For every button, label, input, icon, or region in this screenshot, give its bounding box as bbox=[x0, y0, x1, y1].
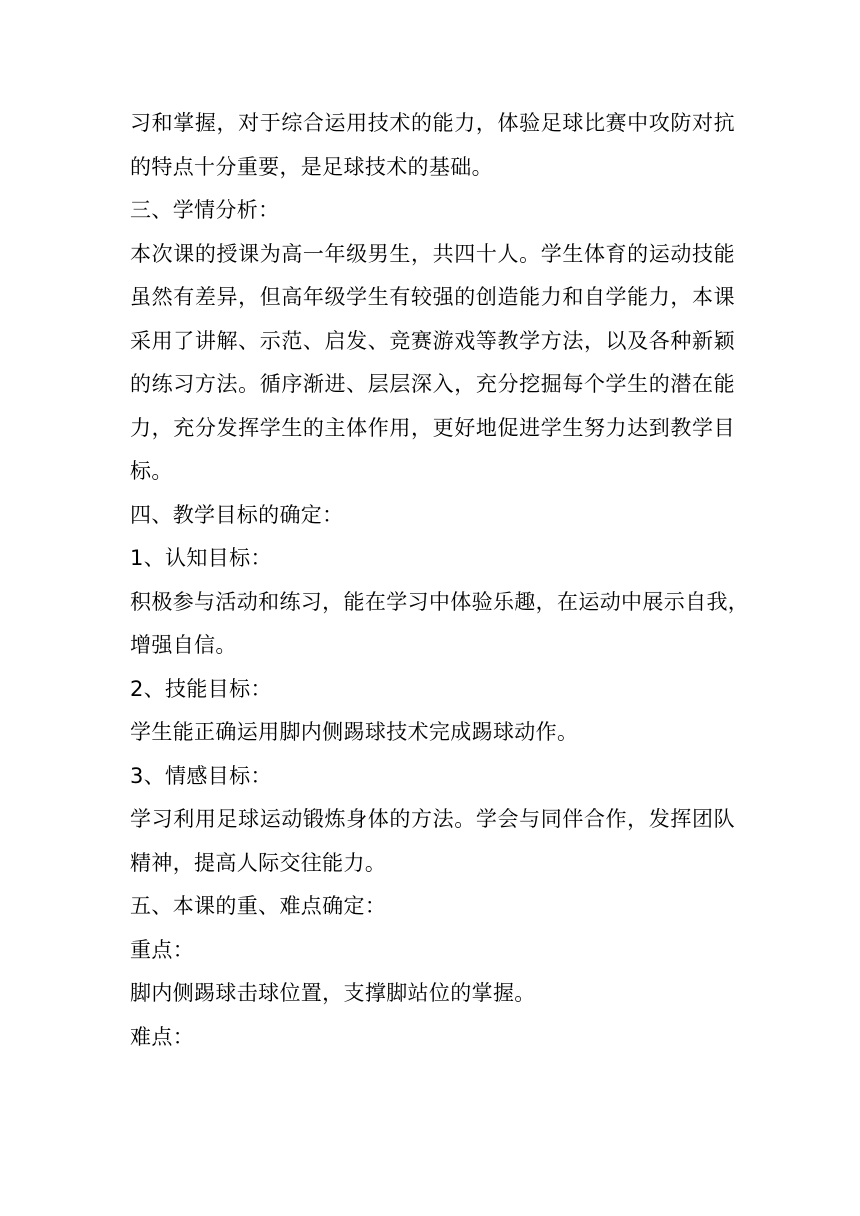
subheading-cognitive-objective: 1、认知目标： bbox=[130, 546, 272, 570]
label-key-point: 重点： bbox=[130, 937, 195, 962]
paragraph-line: 的特点十分重要，是足球技术的基础。 bbox=[130, 154, 493, 179]
section-heading-teaching-objectives: 四、教学目标的确定： bbox=[130, 502, 344, 527]
paragraph-line: 学习利用足球运动锻炼身体的方法。学会与同伴合作，发挥团队 bbox=[130, 807, 735, 831]
paragraph-line: 增强自信。 bbox=[130, 633, 237, 657]
paragraph-line: 学生能正确运用脚内侧踢球技术完成踢球动作。 bbox=[130, 720, 579, 744]
paragraph-line: 虽然有差异，但高年级学生有较强的创造能力和自学能力，本课 bbox=[130, 285, 735, 309]
section-heading-key-difficult-points: 五、本课的重、难点确定： bbox=[130, 894, 387, 918]
subheading-affective-objective: 3、情感目标： bbox=[130, 763, 272, 788]
paragraph-line: 精神，提高人际交往能力。 bbox=[130, 850, 387, 875]
section-heading-student-analysis: 三、学情分析： bbox=[130, 198, 280, 222]
label-difficult-point: 难点： bbox=[130, 1024, 195, 1049]
paragraph-line: 习和掌握，对于综合运用技术的能力，体验足球比赛中攻防对抗 bbox=[130, 111, 735, 135]
paragraph-line: 本次课的授课为高一年级男生，共四十人。学生体育的运动技能 bbox=[130, 241, 735, 266]
subheading-skill-objective: 2、技能目标： bbox=[130, 676, 272, 701]
paragraph-line: 积极参与活动和练习，能在学习中体验乐趣，在运动中展示自我， bbox=[130, 589, 750, 614]
paragraph-line: 力，充分发挥学生的主体作用，更好地促进学生努力达到教学目 bbox=[130, 415, 735, 440]
paragraph-line: 脚内侧踢球击球位置，支撑脚站位的掌握。 bbox=[130, 981, 536, 1005]
document-body bbox=[130, 102, 750, 1059]
paragraph-line: 标。 bbox=[130, 459, 173, 483]
paragraph-line: 的练习方法。循序渐进、层层深入，充分挖掘每个学生的潜在能 bbox=[130, 372, 735, 396]
paragraph-line: 采用了讲解、示范、启发、竞赛游戏等教学方法，以及各种新颖 bbox=[130, 328, 735, 353]
